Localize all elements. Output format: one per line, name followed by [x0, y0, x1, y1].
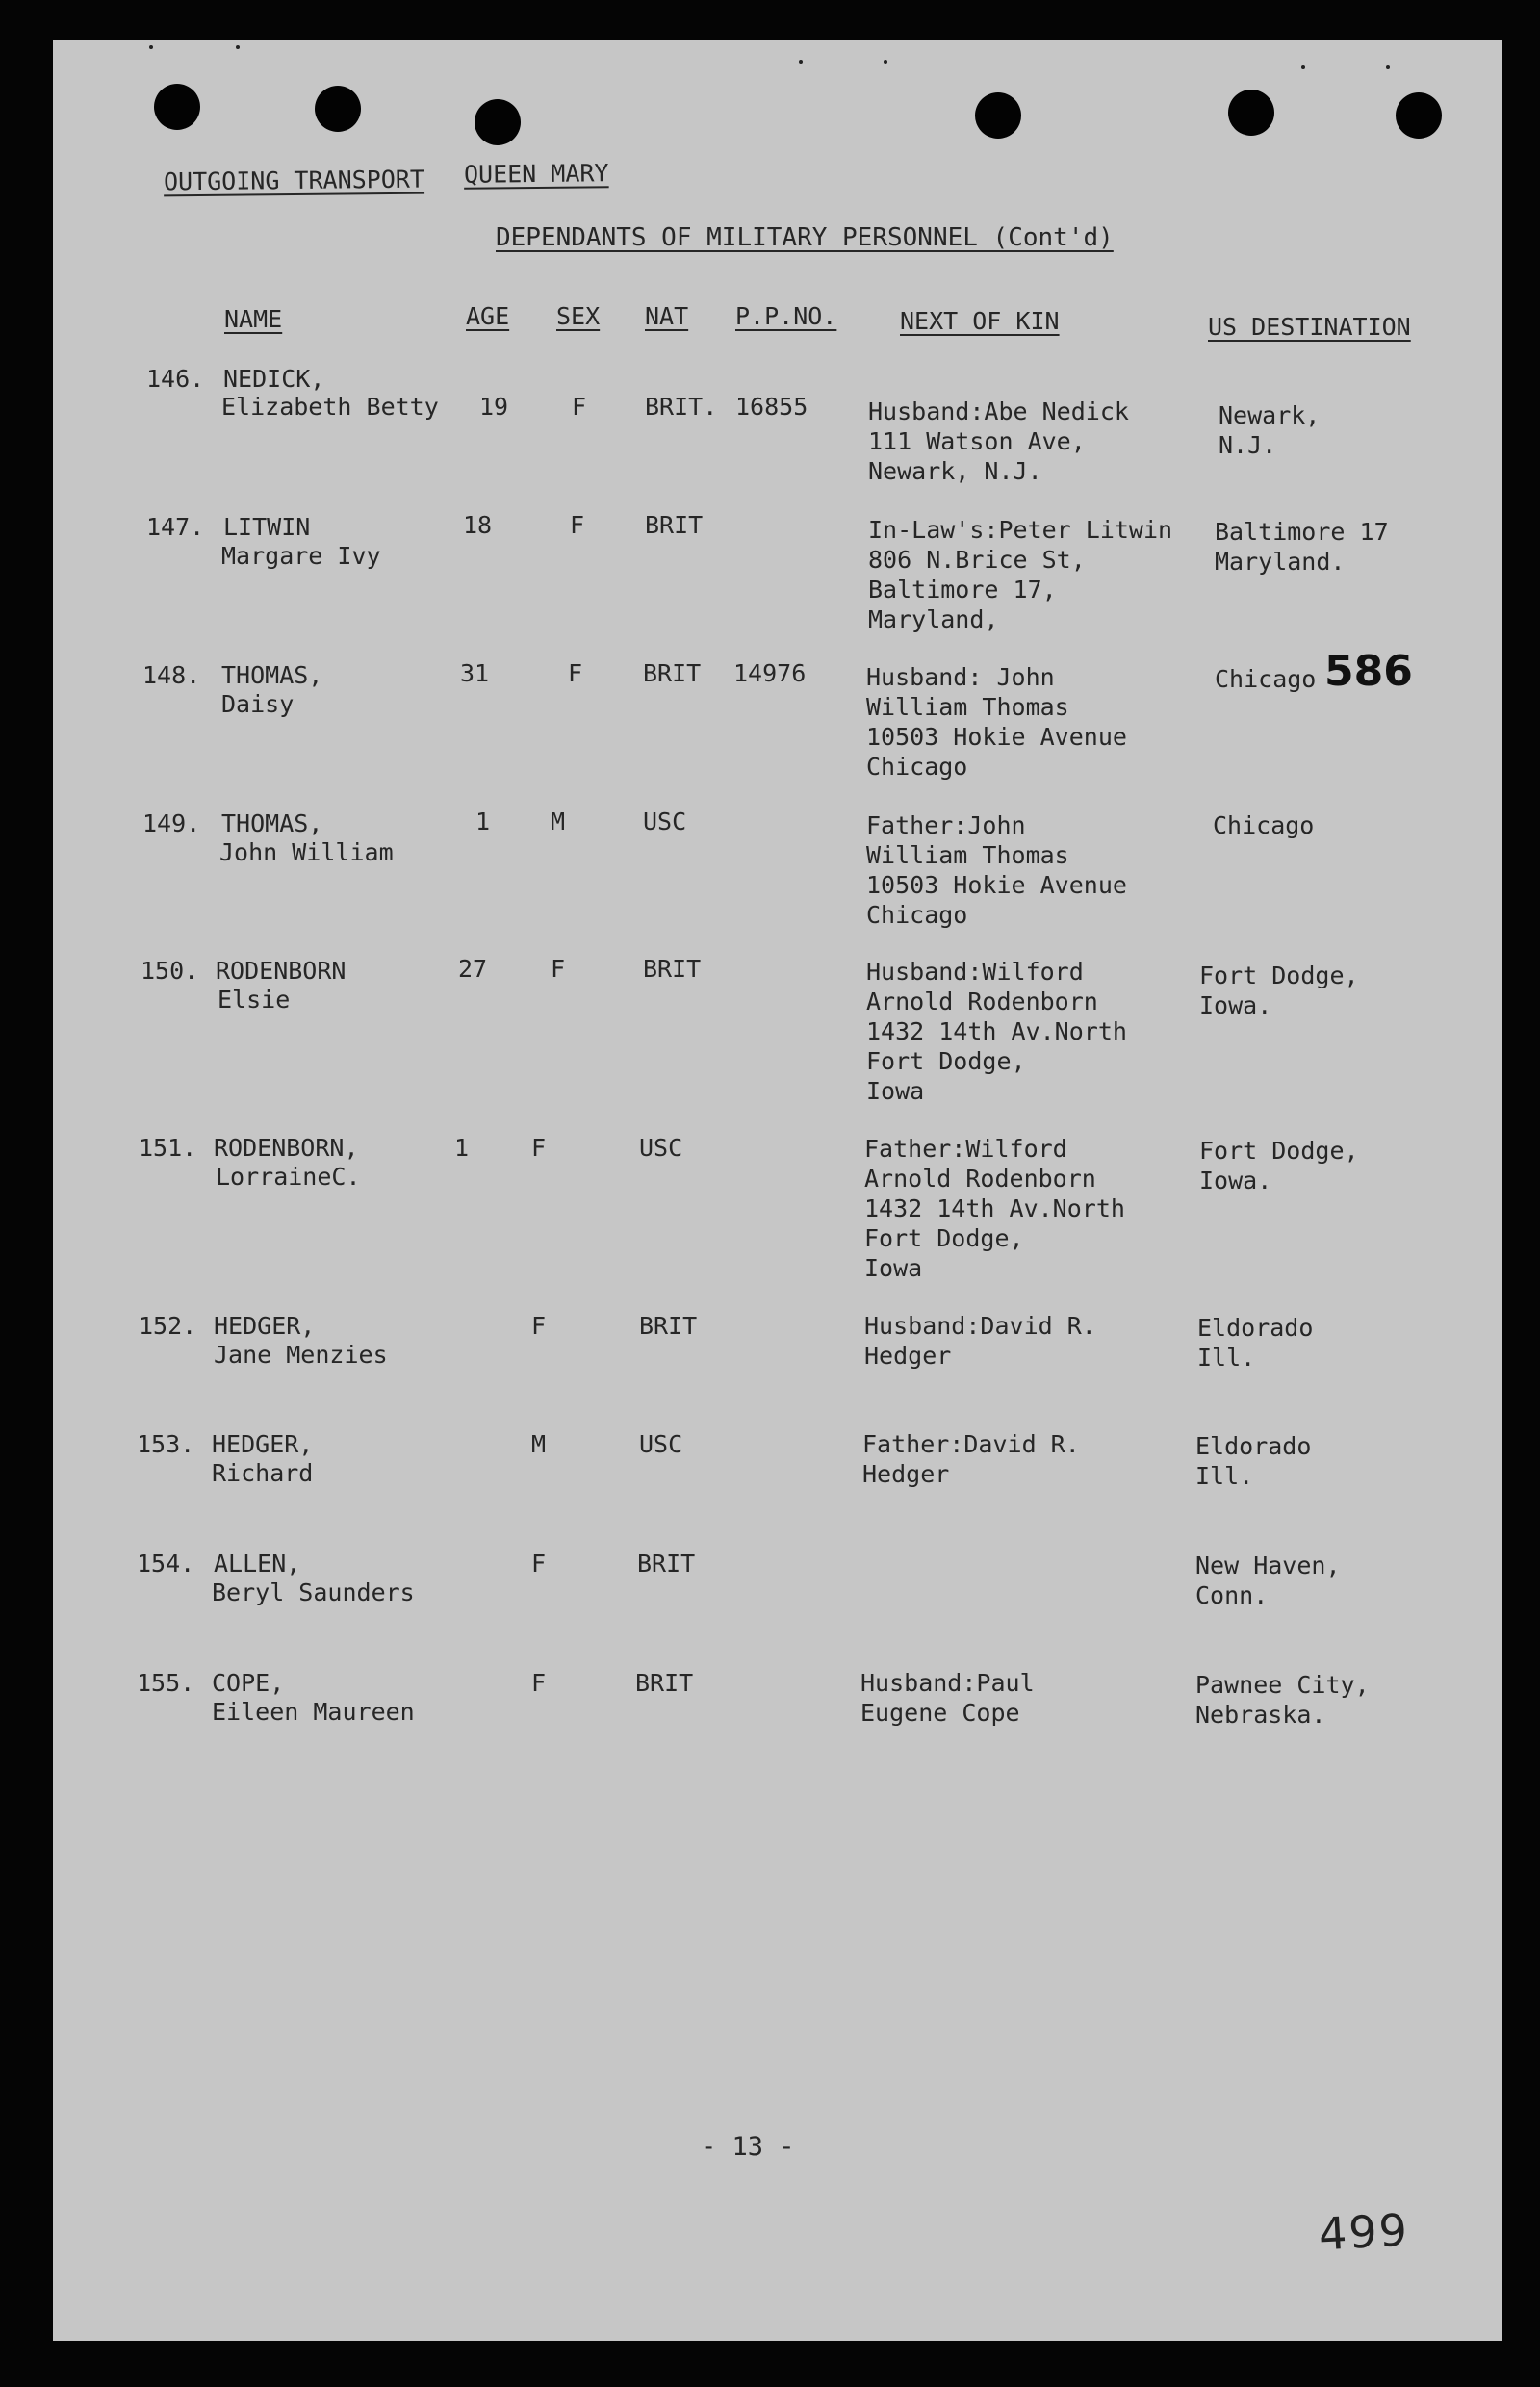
entry-number: 148. — [142, 661, 201, 689]
entry-given-names: LorraineC. — [216, 1163, 361, 1191]
entry-next-of-kin: Husband:Abe Nedick 111 Watson Ave, Newark, N.J. — [868, 398, 1129, 485]
entry-surname: LITWIN — [223, 513, 311, 541]
entry-age: 31 — [460, 659, 490, 687]
entry-nationality: BRIT — [639, 1312, 698, 1340]
punch-hole — [1396, 92, 1442, 139]
entry-nationality: BRIT — [635, 1669, 694, 1697]
col-header-name: NAME — [224, 305, 283, 333]
page-number: - 13 - — [701, 2132, 795, 2162]
entry-given-names: Jane Menzies — [214, 1341, 388, 1369]
entry-given-names: Beryl Saunders — [212, 1578, 415, 1606]
col-header-pp-no: P.P.NO. — [735, 302, 837, 330]
col-header-next-of-kin: NEXT OF KIN — [900, 307, 1060, 335]
entry-age: 19 — [479, 393, 509, 421]
speck — [884, 60, 887, 64]
entry-next-of-kin: Husband:David R. Hedger — [864, 1312, 1096, 1370]
entry-next-of-kin: Father:Wilford Arnold Rodenborn 1432 14th Av.North Fort Dodge, Iowa — [864, 1135, 1125, 1282]
entry-sex: F — [568, 659, 583, 687]
entry-next-of-kin: Husband: John William Thomas 10503 Hokie Avenue Chicago — [866, 663, 1127, 781]
entry-nationality: BRIT — [643, 955, 702, 983]
entry-surname: THOMAS, — [221, 809, 323, 837]
entry-surname: THOMAS, — [221, 661, 323, 689]
entry-next-of-kin: Father:John William Thomas 10503 Hokie Avenue Chicago — [866, 811, 1127, 929]
entry-surname: RODENBORN — [216, 957, 346, 985]
entry-destination: Pawnee City, Nebraska. — [1195, 1671, 1370, 1729]
page-subtitle: DEPENDANTS OF MILITARY PERSONNEL (Cont'd) — [496, 223, 1114, 252]
entry-surname: HEDGER, — [214, 1312, 316, 1340]
entry-next-of-kin: In-Law's:Peter Litwin 806 N.Brice St, Baltimore 17, Maryland, — [868, 516, 1173, 633]
entry-nationality: USC — [643, 808, 687, 835]
entry-sex: F — [531, 1312, 547, 1340]
punch-hole — [315, 86, 361, 132]
speck — [1386, 65, 1390, 69]
speck — [1301, 65, 1305, 69]
entry-destination: Fort Dodge, Iowa. — [1199, 962, 1359, 1019]
entry-given-names: Eileen Maureen — [212, 1698, 415, 1726]
entry-age: 18 — [463, 511, 493, 539]
entry-destination: Newark, N.J. — [1219, 401, 1321, 459]
entry-destination: Eldorado Ill. — [1197, 1314, 1314, 1372]
punch-hole — [154, 84, 200, 130]
entry-number: 154. — [137, 1550, 195, 1578]
entry-number: 150. — [141, 957, 199, 985]
entry-nationality: USC — [639, 1134, 683, 1162]
entry-sex: M — [551, 808, 566, 835]
entry-sex: F — [570, 511, 585, 539]
entry-sex: F — [531, 1550, 547, 1578]
stamped-number: 586 — [1324, 647, 1413, 696]
entry-given-names: John William — [219, 838, 394, 866]
entry-given-names: Margare Ivy — [221, 542, 381, 570]
entry-age: 1 — [475, 808, 491, 835]
entry-number: 155. — [137, 1669, 195, 1697]
entry-destination: New Haven, Conn. — [1195, 1552, 1341, 1609]
col-header-nat: NAT — [645, 302, 689, 330]
entry-number: 152. — [139, 1312, 197, 1340]
entry-nationality: BRIT. — [645, 393, 718, 421]
speck — [799, 60, 803, 64]
entry-destination: Fort Dodge, Iowa. — [1199, 1137, 1359, 1194]
handwritten-number: 499 — [1317, 2203, 1411, 2261]
entry-nationality: BRIT — [643, 659, 702, 687]
punch-hole — [1228, 90, 1274, 136]
entry-surname: RODENBORN, — [214, 1134, 359, 1162]
entry-surname: COPE, — [212, 1669, 285, 1697]
entry-given-names: Elsie — [218, 986, 291, 1014]
entry-given-names: Elizabeth Betty — [221, 393, 439, 421]
speck — [236, 45, 240, 49]
entry-passport-no: 14976 — [733, 659, 807, 687]
entry-number: 153. — [137, 1430, 195, 1458]
col-header-sex: SEX — [556, 302, 601, 330]
col-header-age: AGE — [466, 302, 510, 330]
entry-age: 1 — [454, 1134, 470, 1162]
entry-number: 149. — [142, 809, 201, 837]
entry-next-of-kin: Father:David R. Hedger — [862, 1430, 1080, 1488]
entry-sex: F — [531, 1134, 547, 1162]
entry-destination: Chicago — [1213, 811, 1315, 839]
transport-label: OUTGOING TRANSPORT — [163, 165, 425, 196]
entry-sex: F — [551, 955, 566, 983]
col-header-destination: US DESTINATION — [1208, 313, 1411, 341]
entry-surname: HEDGER, — [212, 1430, 314, 1458]
entry-destination: Baltimore 17 Maryland. — [1215, 518, 1389, 576]
entry-sex: F — [531, 1669, 547, 1697]
entry-given-names: Daisy — [221, 690, 295, 718]
entry-nationality: BRIT — [637, 1550, 696, 1578]
entry-sex: F — [572, 393, 587, 421]
entry-next-of-kin: Husband:Paul Eugene Cope — [860, 1669, 1035, 1727]
entry-passport-no: 16855 — [735, 393, 808, 421]
entry-nationality: BRIT — [645, 511, 704, 539]
entry-nationality: USC — [639, 1430, 683, 1458]
entry-given-names: Richard — [212, 1459, 314, 1487]
ship-name: QUEEN MARY — [463, 159, 609, 189]
entry-surname: ALLEN, — [214, 1550, 301, 1578]
entry-next-of-kin: Husband:Wilford Arnold Rodenborn 1432 14th Av.North Fort Dodge, Iowa — [866, 958, 1127, 1105]
entry-surname: NEDICK, — [223, 365, 325, 393]
speck — [149, 45, 153, 49]
entry-sex: M — [531, 1430, 547, 1458]
entry-age: 27 — [458, 955, 488, 983]
entry-destination: Chicago — [1215, 665, 1317, 693]
entry-destination: Eldorado Ill. — [1195, 1432, 1312, 1490]
entry-number: 151. — [139, 1134, 197, 1162]
entry-number: 147. — [146, 513, 205, 541]
entry-number: 146. — [146, 365, 205, 393]
punch-hole — [975, 92, 1021, 139]
punch-hole — [475, 99, 521, 145]
